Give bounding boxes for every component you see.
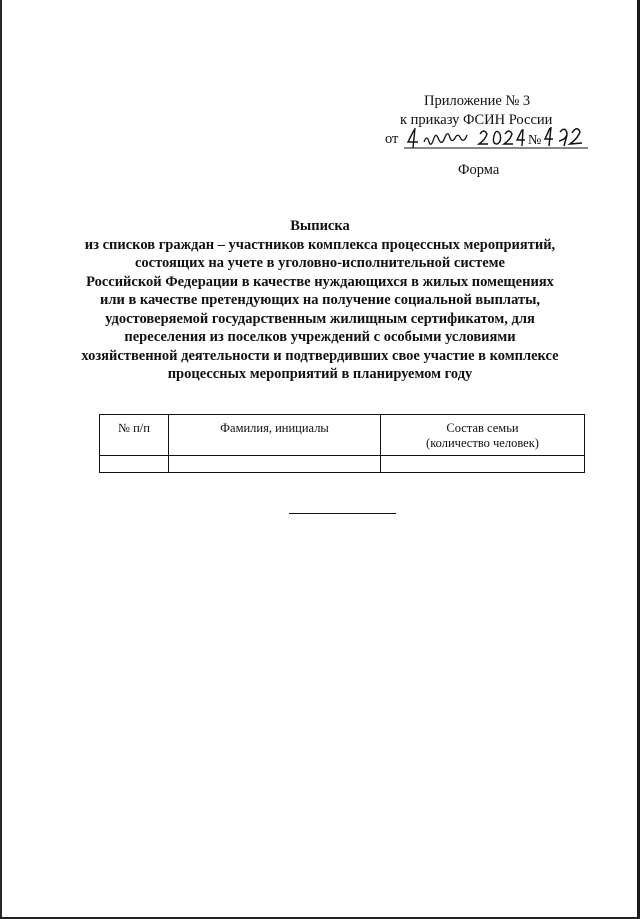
- order-reference: к приказу ФСИН России: [400, 112, 553, 128]
- date-prefix: от: [385, 131, 399, 147]
- citizens-table: [99, 414, 585, 473]
- table-cell: [381, 456, 585, 473]
- title-line: удостоверяемой государственным жилищным сертификатом, для: [105, 310, 535, 327]
- title-line: переселения из поселков учреждений с особыми условиями: [124, 329, 516, 345]
- title-main: Выписка: [290, 218, 350, 234]
- title-line: процессных мероприятий в планируемом году: [167, 366, 473, 382]
- column-header-name: Фамилия, инициалы: [169, 415, 381, 456]
- title-line: Российской Федерации в качестве нуждающихся в жилых помещениях: [86, 273, 554, 290]
- column-header-family: Состав семьи (количество человек): [381, 415, 585, 456]
- handwritten-date-and-number: [404, 124, 590, 154]
- scan-edge-left: [0, 0, 2, 919]
- table-header-row: [100, 415, 585, 456]
- title-line: из списков граждан – участников комплекса процессных мероприятий,: [84, 236, 556, 253]
- closing-rule: [289, 513, 396, 514]
- annex-number: Приложение № 3: [424, 93, 531, 109]
- table-cell: [100, 456, 169, 473]
- form-label: Форма: [458, 162, 500, 178]
- table-cell: [169, 456, 381, 473]
- column-header-number: № п/п: [100, 415, 169, 456]
- annex-header: [370, 92, 590, 152]
- title-line: хозяйственной деятельности и подтвердивших свое участие в комплексе: [81, 347, 559, 364]
- title-line: или в качестве претендующих на получение социальной выплаты,: [99, 292, 541, 308]
- number-sign: №: [528, 133, 542, 148]
- document-title: [60, 217, 580, 384]
- table-row: [100, 456, 585, 473]
- order-date-line: [370, 130, 590, 152]
- title-line: состоящих на учете в уголовно-исполнительной системе: [135, 255, 505, 271]
